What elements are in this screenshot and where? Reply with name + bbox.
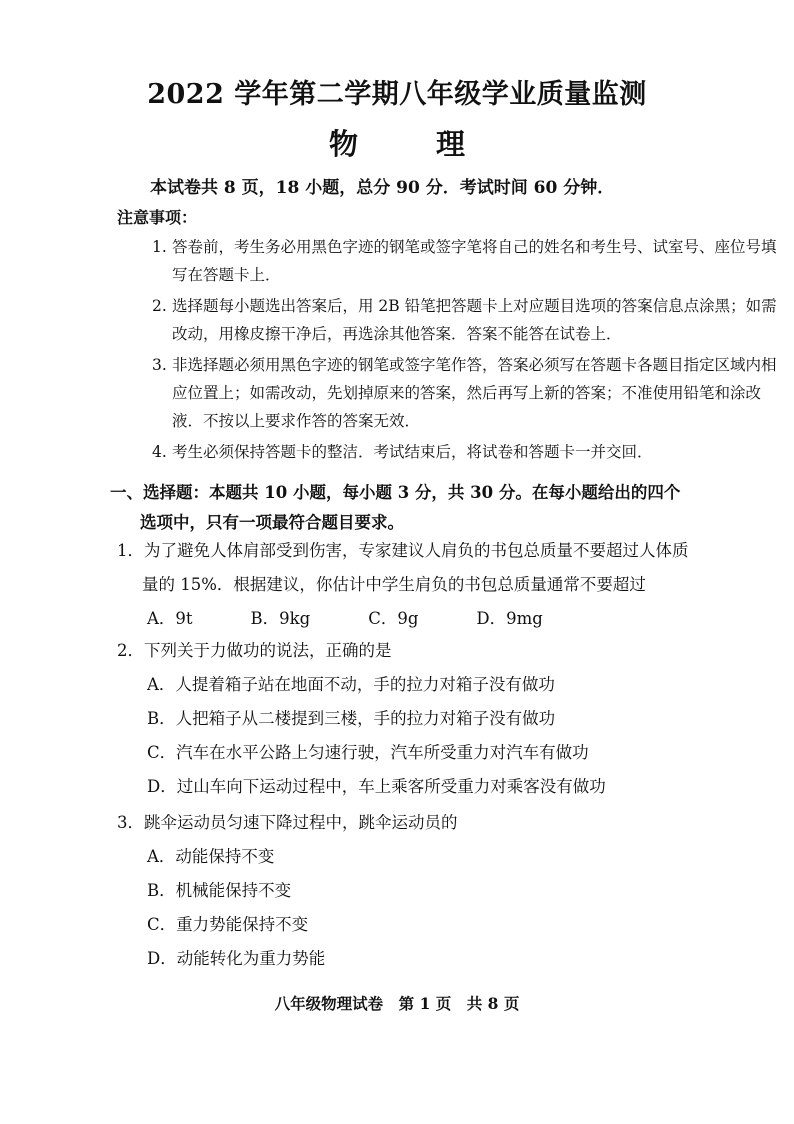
option-a: A．人提着箱子站在地面不动，手的拉力对箱子没有做功: [147, 675, 555, 694]
option-c: C．汽车在水平公路上匀速行驶，汽车所受重力对汽车有做功: [147, 743, 589, 762]
question-stem-line: 1．为了避免人体肩部受到伤害，专家建议人肩负的书包总质量不要超过人体质: [117, 541, 689, 560]
notice-text: 答卷前，考生务必用黑色字迹的钢笔或签字笔将自己的姓名和考生号、试室号、座位号填写在答题卡上．: [172, 238, 777, 284]
notice-number: 1.: [152, 238, 167, 256]
option-d: D．动能转化为重力势能: [147, 949, 326, 968]
notice-number: 2.: [152, 297, 167, 315]
notice-item: [152, 351, 782, 435]
question-3: [117, 806, 782, 976]
section-heading: [110, 478, 780, 538]
option-row: [117, 602, 782, 636]
option-a: A．9t: [147, 609, 193, 628]
question-stem: 2．下列关于力做功的说法，正确的是: [117, 641, 392, 660]
section-heading-line: 选项中，只有一项最符合题目要求。: [140, 513, 404, 532]
notice-item: [152, 438, 782, 466]
notice-text: 考生必须保持答题卡的整洁．考试结束后，将试卷和答题卡一并交回．: [172, 443, 653, 461]
notice-item: [152, 292, 782, 348]
page-footer: 八年级物理试卷 第 1 页 共 8 页: [274, 994, 520, 1013]
notice-item: [152, 233, 782, 289]
option-d: D．过山车向下运动过程中，车上乘客所受重力对乘客没有做功: [147, 777, 606, 796]
exam-intro: 本试卷共 8 页，18 小题，总分 90 分．考试时间 60 分钟．: [150, 178, 615, 198]
option-b: B．人把箱子从二楼提到三楼，手的拉力对箱子没有做功: [147, 709, 556, 728]
option-a: A．动能保持不变: [147, 847, 275, 866]
subject-title: 物 理: [328, 127, 500, 161]
question-1: [117, 534, 782, 636]
option-c: C．9g: [368, 609, 419, 628]
question-stem: 3．跳伞运动员匀速下降过程中，跳伞运动员的: [117, 813, 458, 832]
question-stem-line: 量的 15%．根据建议，你估计中学生肩负的书包总质量通常不要超过: [142, 575, 646, 594]
option-b: B．9kg: [250, 609, 311, 628]
notice-list: [152, 233, 782, 469]
notice-number: 3.: [152, 356, 167, 374]
question-stem: [117, 534, 782, 602]
option-d: D．9mg: [476, 609, 543, 628]
option-b: B．机械能保持不变: [147, 881, 292, 900]
section-heading-line: 一、选择题：本题共 10 小题，每小题 3 分，共 30 分。在每小题给出的四个: [110, 483, 681, 502]
option-c: C．重力势能保持不变: [147, 915, 309, 934]
question-2: [117, 634, 782, 804]
notice-text: 选择题每小题选出答案后，用 2B 铅笔把答题卡上对应题目选项的答案信息点涂黑；如需改动，用橡皮擦干净后，再选涂其他答案．答案不能答在试卷上．: [172, 297, 777, 343]
notice-text: 非选择题必须用黑色字迹的钢笔或签字笔作答，答案必须写在答题卡各题目指定区域内相应位置上；如需改动，先划掉原来的答案，然后再写上新的答案；不准使用铅笔和涂改液．不按以上要求作答的答案无效．: [172, 356, 777, 430]
notice-number: 4.: [152, 443, 167, 461]
page-title: 2022 学年第二学期八年级学业质量监测: [147, 79, 647, 110]
notice-heading: 注意事项：: [117, 208, 198, 227]
